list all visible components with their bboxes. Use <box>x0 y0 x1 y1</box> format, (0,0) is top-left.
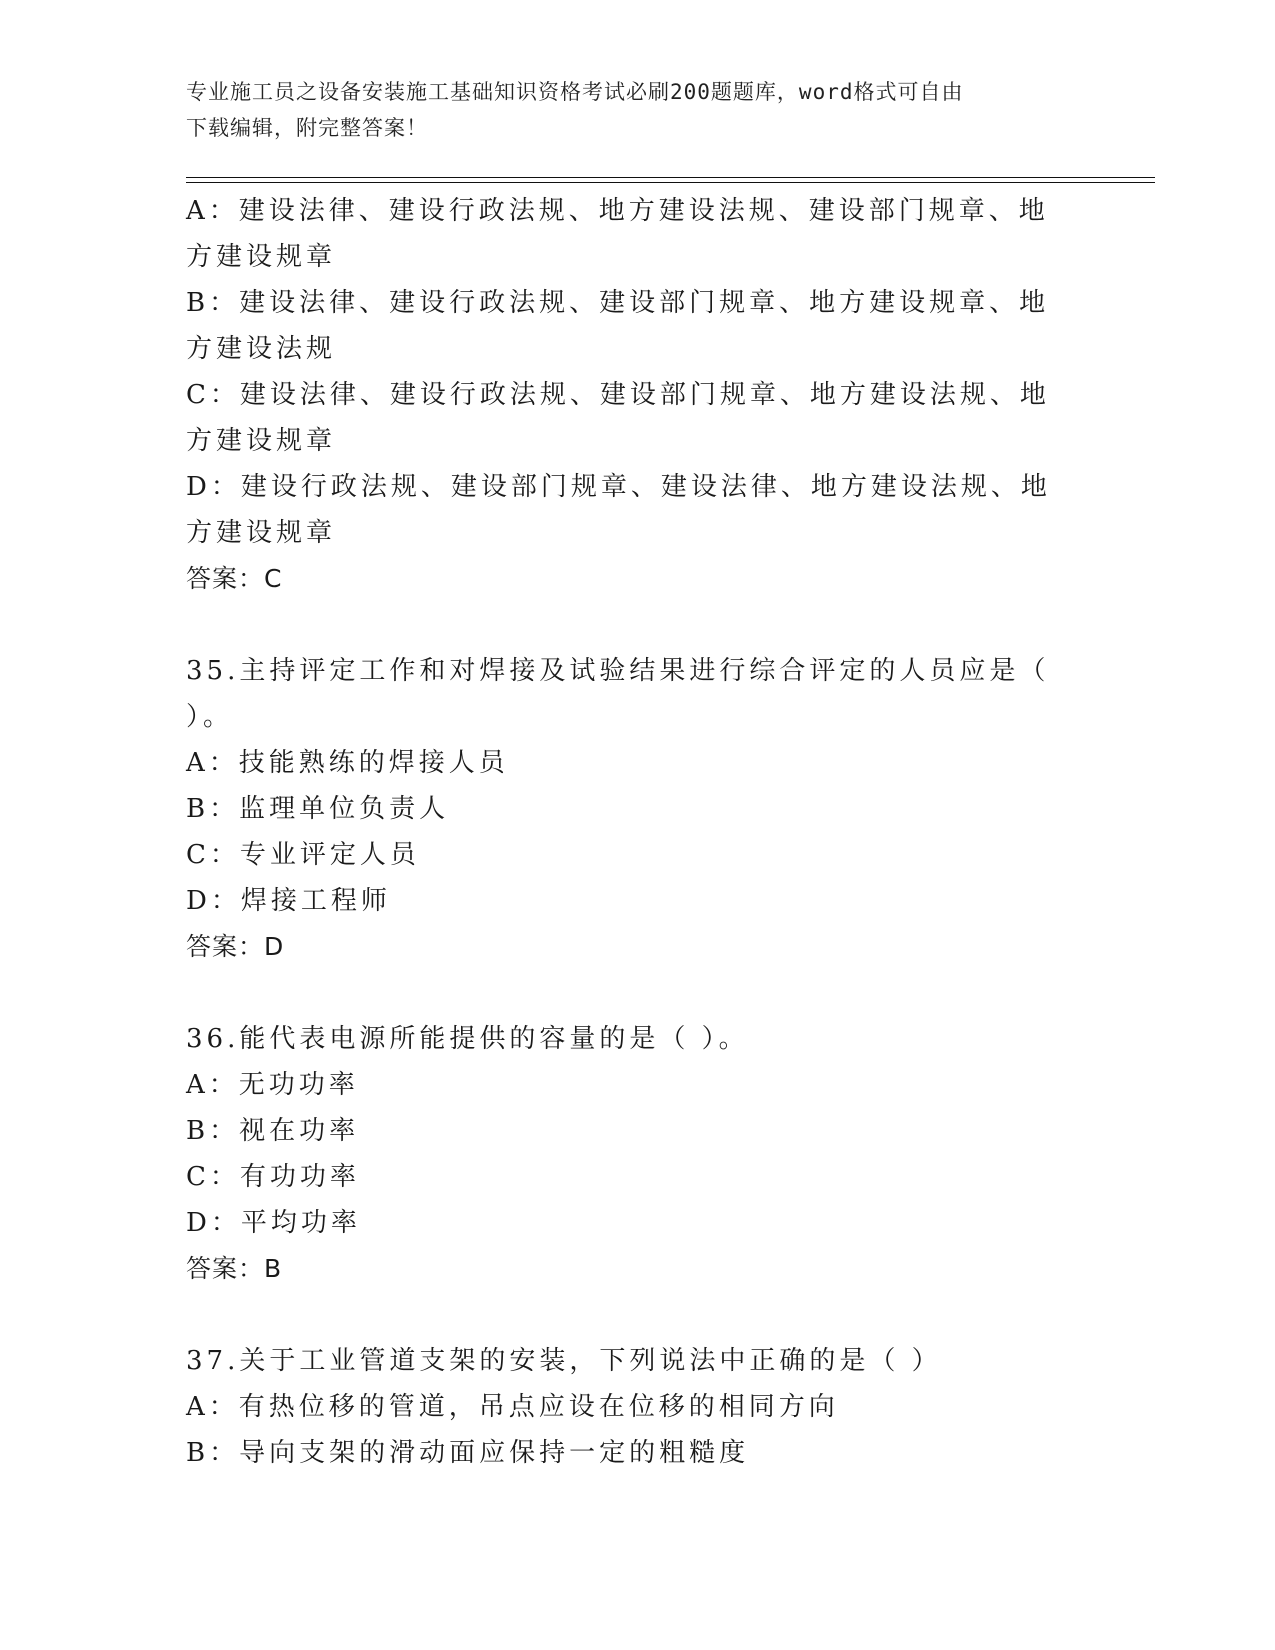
question-37-block <box>186 1338 1086 1476</box>
header-line-1: 专业施工员之设备安装施工基础知识资格考试必刷200题题库，word格式可自由 <box>186 80 964 104</box>
spacer <box>186 970 1086 1016</box>
answer-line: 答案：D <box>186 932 285 961</box>
header-note <box>186 74 1066 146</box>
option-d: D：建设行政法规、建设部门规章、建设法律、地方建设法规、地方建设规章 <box>186 472 1051 548</box>
header-divider-bottom <box>186 182 1155 183</box>
option-c: C：建设法律、建设行政法规、建设部门规章、地方建设法规、地方建设规章 <box>186 380 1050 456</box>
option-b: B：建设法律、建设行政法规、建设部门规章、地方建设规章、地方建设法规 <box>186 288 1050 364</box>
spacer <box>186 602 1086 648</box>
option-d: D：平均功率 <box>186 1208 361 1238</box>
question-text: 36.能代表电源所能提供的容量的是（ ）。 <box>186 1024 749 1054</box>
question-text: 35.主持评定工作和对焊接及试验结果进行综合评定的人员应是（ ）。 <box>186 656 1050 732</box>
question-34-block <box>186 188 1086 602</box>
option-a: A：无功功率 <box>186 1070 359 1100</box>
spacer <box>186 1292 1086 1338</box>
option-a: A：建设法律、建设行政法规、地方建设法规、建设部门规章、地方建设规章 <box>186 196 1049 272</box>
option-a: A：技能熟练的焊接人员 <box>186 748 509 778</box>
option-c: C：有功功率 <box>186 1162 360 1192</box>
question-text: 37.关于工业管道支架的安装，下列说法中正确的是（ ） <box>186 1346 942 1376</box>
question-35-block <box>186 648 1086 970</box>
option-a: A：有热位移的管道，吊点应设在位移的相同方向 <box>186 1392 839 1422</box>
option-b: B：监理单位负责人 <box>186 794 450 824</box>
question-36-block <box>186 1016 1086 1292</box>
option-b: B：视在功率 <box>186 1116 360 1146</box>
answer-line: 答案：C <box>186 564 283 593</box>
option-b: B：导向支架的滑动面应保持一定的粗糙度 <box>186 1438 750 1468</box>
answer-line: 答案：B <box>186 1254 283 1283</box>
option-c: C：专业评定人员 <box>186 840 420 870</box>
option-d: D：焊接工程师 <box>186 886 391 916</box>
question-content <box>186 188 1086 1476</box>
header-line-2: 下载编辑，附完整答案！ <box>186 116 428 140</box>
header-divider-top <box>186 177 1155 178</box>
